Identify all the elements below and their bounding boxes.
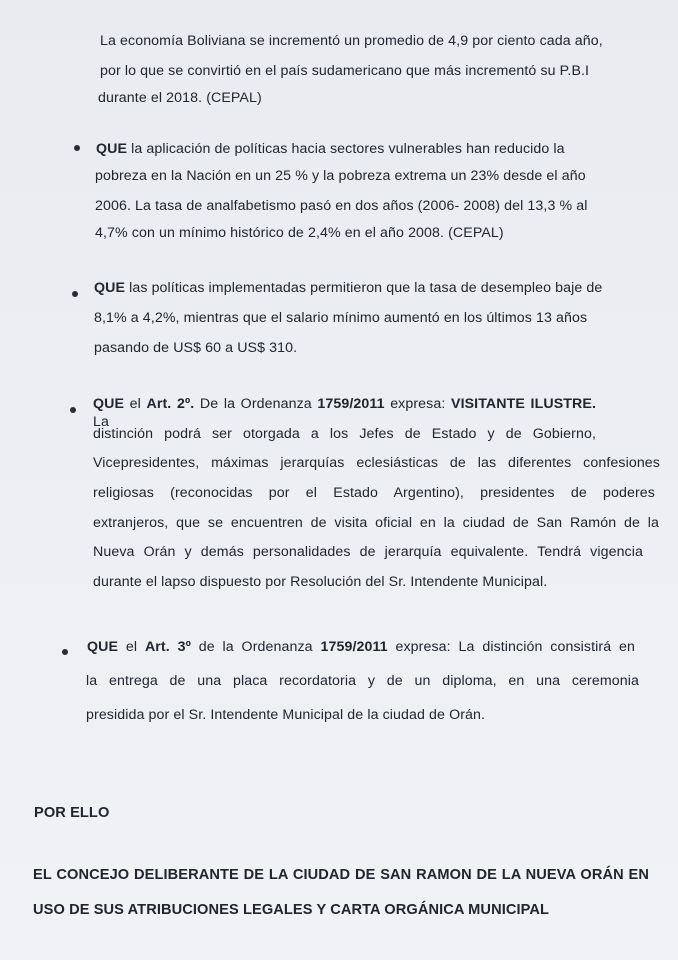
bullet-2: [72, 291, 78, 297]
item3-el: el: [129, 396, 141, 412]
item3-expresa: expresa:: [390, 396, 446, 412]
item3-la: La: [93, 414, 109, 430]
item2-line-3: pasando de US$ 60 a US$ 310.: [94, 340, 298, 356]
concejo-line-2: USO DE SUS ATRIBUCIONES LEGALES Y CARTA ORGÁNICA MUNICIPAL: [33, 902, 550, 918]
bullet-3: [70, 407, 76, 413]
article-ref: Art. 3º: [144, 639, 191, 655]
item3-line-4: religiosas (reconocidas por el Estado Argentino), presidentes de poderes: [93, 485, 655, 501]
item2-line-1: [94, 279, 602, 297]
concejo-line-1: EL CONCEJO DELIBERANTE DE LA CIUDAD DE SAN RAMON DE LA NUEVA ORÁN EN: [33, 867, 649, 883]
item4-rest: expresa: La distinción consistirá en: [395, 639, 636, 655]
intro-line-1: La economía Boliviana se incrementó un promedio de 4,9 por ciento cada año,: [100, 33, 603, 49]
item1-line-2: pobreza en la Nación en un 25 % y la pobreza extrema un 23% desde el año: [95, 168, 586, 184]
item3-line-2: distinción podrá ser otorgada a los Jefes de Estado y de Gobierno,: [93, 426, 596, 442]
item3-line-6: Nueva Orán y demás personalidades de jerarquía equivalente. Tendrá vigencia: [93, 544, 643, 560]
item3-de-la: De la Ordenanza: [199, 396, 312, 412]
item1-line-1-text: la aplicación de políticas hacia sectores vulnerables han reducido la: [131, 141, 565, 157]
item4-line-1: [87, 638, 635, 656]
item4-el: el: [125, 639, 138, 655]
item1-line-4: 4,7% con un mínimo histórico de 2,4% en el año 2008. (CEPAL): [95, 225, 504, 241]
que-keyword: QUE: [96, 141, 128, 157]
intro-line-2: por lo que se convirtió en el país sudamericano que más incrementó su P.B.I: [100, 63, 590, 79]
que-keyword: QUE: [87, 639, 119, 655]
item4-line-3: presidida por el Sr. Intendente Municipal de la ciudad de Orán.: [86, 707, 486, 723]
bullet-1: [74, 145, 80, 151]
article-ref: Art. 2º.: [146, 396, 195, 412]
que-keyword: QUE: [94, 280, 126, 296]
que-keyword: QUE: [93, 396, 125, 412]
item1-line-1: [96, 140, 565, 158]
item3-line-7: durante el lapso dispuesto por Resolución del Sr. Intendente Municipal.: [93, 574, 548, 590]
item3-line-5: extranjeros, que se encuentren de visita oficial en la ciudad de San Ramón de la: [93, 515, 659, 531]
item3-line-3: Vicepresidentes, máximas jerarquías eclesiásticas de las diferentes confesiones: [93, 455, 660, 471]
intro-line-3: durante el 2018. (CEPAL): [98, 90, 262, 106]
ordinance-number: 1759/2011: [317, 396, 385, 412]
item2-line-1-text: las políticas implementadas permitieron que la tasa de desempleo baje de: [129, 280, 603, 296]
bullet-4: [62, 649, 68, 655]
visitante-ilustre: VISITANTE ILUSTRE.: [451, 396, 596, 412]
item4-de-la: de la Ordenanza: [198, 639, 313, 655]
item2-line-2: 8,1% a 4,2%, mientras que el salario mínimo aumentó en los últimos 13 años: [94, 310, 588, 326]
por-ello-heading: POR ELLO: [34, 805, 110, 821]
item4-line-2: la entrega de una placa recordatoria y de un diploma, en una ceremonia: [86, 673, 639, 689]
ordinance-number: 1759/2011: [320, 639, 388, 655]
item1-line-3: 2006. La tasa de analfabetismo pasó en dos años (2006- 2008) del 13,3 % al: [95, 198, 588, 214]
